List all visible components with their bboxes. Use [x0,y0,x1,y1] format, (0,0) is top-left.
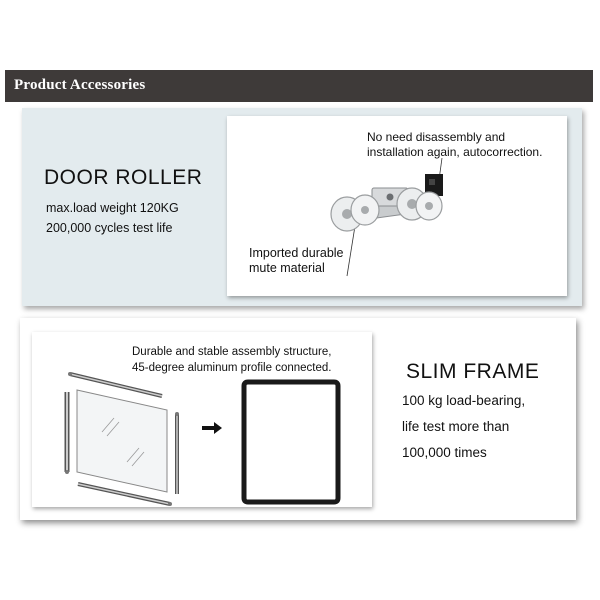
door-roller-spec-cycles: 200,000 cycles test life [46,221,173,235]
roller-note-top: No need disassembly and installation again, autocorrection. [367,130,543,159]
door-roller-panel [22,108,582,306]
header-bar [5,70,593,102]
slim-frame-spec-1: 100 kg load-bearing, [402,393,526,408]
frame-note-top: Durable and stable assembly structure, 45-degree aluminum profile connected. [132,346,332,374]
slim-frame-spec-2: life test more than [402,419,510,434]
door-roller-title: DOOR ROLLER [44,166,203,189]
door-roller-icon [317,166,467,246]
slim-frame-image-card [32,332,372,507]
slim-frame-title: SLIM FRAME [406,360,540,383]
door-roller-image-card [227,116,567,296]
roller-note-bottom: Imported durable mute material [249,246,344,275]
section-title: Product Accessories [14,77,146,93]
frame-assembly-diagram [32,332,372,507]
door-roller-spec-load: max.load weight 120KG [46,201,179,215]
slim-frame-spec-3: 100,000 times [402,445,487,460]
slim-frame-panel [20,318,576,520]
